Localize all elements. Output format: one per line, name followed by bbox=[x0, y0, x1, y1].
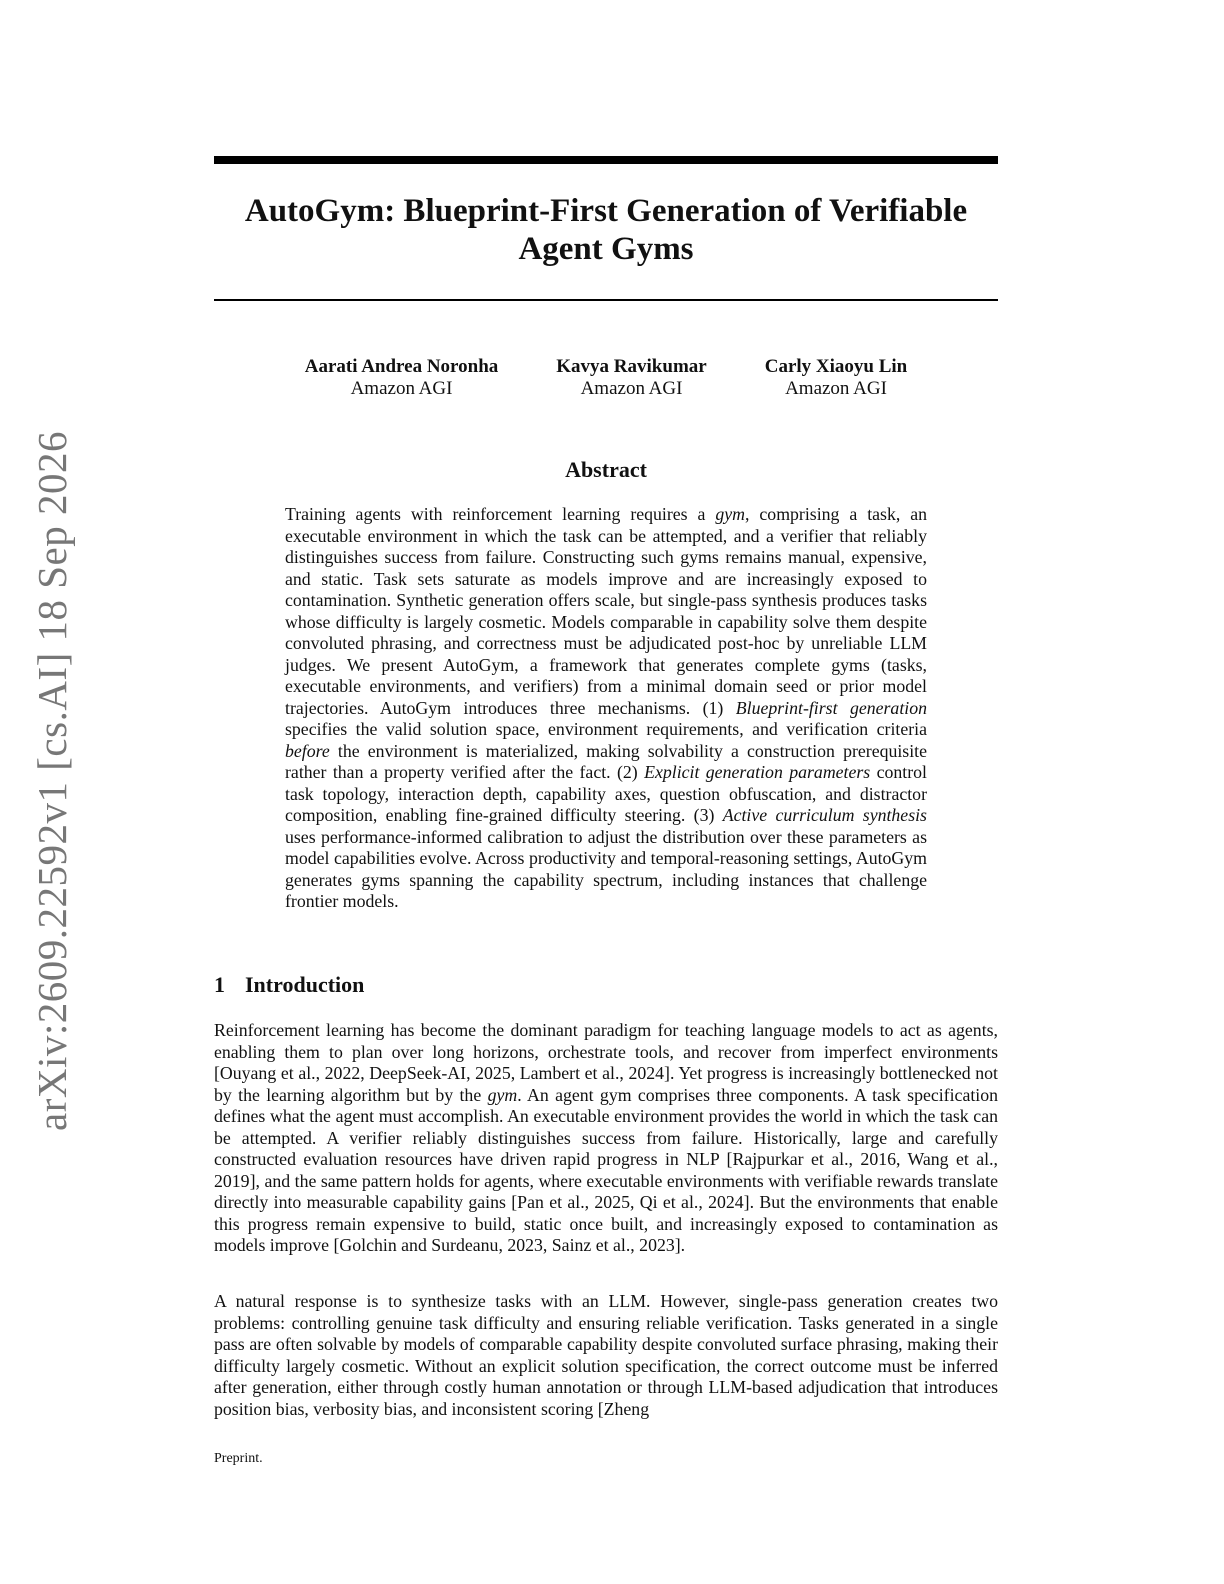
author-1 bbox=[305, 356, 499, 400]
author-affiliation: Amazon AGI bbox=[785, 378, 887, 399]
section-heading-introduction bbox=[214, 972, 364, 998]
abstract-segment: , comprising a task, an executable environment in which the task can be attempted, and a verifier that reliably distinguishes success from failure. Constructing such gyms remains manual, expensive, and static. Task sets saturate as models improve and are increasingly exposed to contamination. Synthetic generation offers scale, but single-pass synthesis produces tasks whose difficulty is largely cosmetic. Models comparable in capability solve them despite convoluted phrasing, and correctness must be adjudicated post-hoc by unreliable LLM judges. We present AutoGym, a framework that generates complete gyms (tasks, executable environments, and verifiers) from a minimal domain seed or prior model trajectories. AutoGym introduces three mechanisms. (1) bbox=[285, 504, 928, 718]
author-3 bbox=[765, 356, 908, 400]
abstract-segment: specifies the valid solution space, environment requirements, and verification criteria bbox=[285, 719, 927, 739]
abstract-heading: Abstract bbox=[565, 457, 647, 482]
footer-note: Preprint. bbox=[214, 1451, 263, 1466]
abstract-emphasis: Explicit generation parameters bbox=[644, 762, 871, 782]
paper-title bbox=[214, 192, 998, 268]
intro-segment: Reinforcement learning has become the dominant paradigm for teaching language models to act as agents, enabling them to plan over long horizons, orchestrate tools, and recover from imperfect environments [Ouyang et al., 2022, DeepSeek-AI, 2025, Lambert et al., 2024]. Yet progress is increasingly bottlenecked not by the learning algorithm but by the bbox=[214, 1020, 998, 1105]
abstract-emphasis: before bbox=[285, 740, 330, 761]
arxiv-watermark bbox=[12, 431, 92, 1131]
abstract-segment: uses performance-informed calibration to adjust the distribution over these parameters as model capabilities evolve. Across productivity and temporal-reasoning settings, AutoGym generates gyms spanning the capability spectrum, including instances that challenge frontier models. bbox=[285, 826, 927, 911]
abstract-emphasis: Blueprint-first generation bbox=[735, 697, 927, 718]
intro-segment: . An agent gym comprises three components. A task specification defines what the agent must accomplish. An executable environment provides the world in which the task can be attempted. A verifier reliably distinguishes success from failure. Historically, large and carefully constructed evaluation resources have driven rapid progress in NLP [Rajpurkar et al., 2016, Wang et al., 2019], and the same pattern holds for agents, where executable environments with verifiable rewards translate directly into measurable capability gains [Pan et al., 2025, Qi et al., 2024]. But the environments that enable this progress remain expensive to build, static once built, and increasingly exposed to contamination as models improve [Golchin and Surdeanu, 2023, Sainz et al., 2023]. bbox=[214, 1084, 998, 1255]
abstract-emphasis: gym bbox=[715, 504, 746, 524]
abstract-segment: Training agents with reinforcement learning requires a bbox=[285, 504, 716, 524]
intro-emphasis: gym bbox=[487, 1084, 518, 1105]
paper-title-line-1: AutoGym: Blueprint-First Generation of Verifiable bbox=[244, 193, 968, 229]
author-affiliation: Amazon AGI bbox=[350, 378, 453, 399]
intro-paragraph-2: A natural response is to synthesize tasks with an LLM. However, single-pass generation creates two problems: controlling genuine task difficulty and ensuring reliable verification. Tasks generated in a single pass are often solvable by models of comparable capability despite convoluted surface phrasing, making their difficulty largely cosmetic. Without an explicit solution specification, the correct outcome must be inferred after generation, either through costly human annotation or through LLM-based adjudication that introduces position bias, verbosity bias, and inconsistent scoring [Zheng bbox=[214, 1291, 998, 1419]
author-name: Aarati Andrea Noronha bbox=[304, 356, 499, 377]
title-rule-bottom bbox=[214, 299, 998, 301]
arxiv-identifier: arXiv:2609.22592v1 [cs.AI] 18 Sep 2026 bbox=[29, 431, 75, 1131]
author-list bbox=[214, 356, 998, 400]
section-number: 1 bbox=[214, 972, 225, 997]
author-name: Kavya Ravikumar bbox=[556, 356, 707, 377]
author-affiliation: Amazon AGI bbox=[580, 378, 683, 399]
intro-paragraph-1 bbox=[214, 1020, 998, 1257]
section-title: Introduction bbox=[245, 972, 365, 997]
paper-title-line-2: Agent Gyms bbox=[518, 231, 694, 267]
title-rule-top bbox=[214, 156, 998, 164]
abstract-segment: control task topology, interaction depth, capability axes, question obfuscation, and distractor composition, enabling fine-grained difficulty steering. (3) bbox=[285, 762, 927, 825]
author-2 bbox=[556, 356, 706, 400]
abstract-text bbox=[285, 504, 927, 913]
author-name: Carly Xiaoyu Lin bbox=[764, 356, 908, 377]
abstract-emphasis: Active curriculum synthesis bbox=[722, 805, 927, 825]
abstract-segment: the environment is materialized, making solvability a construction prerequisite rather than a property verified after the fact. (2) bbox=[285, 740, 927, 782]
